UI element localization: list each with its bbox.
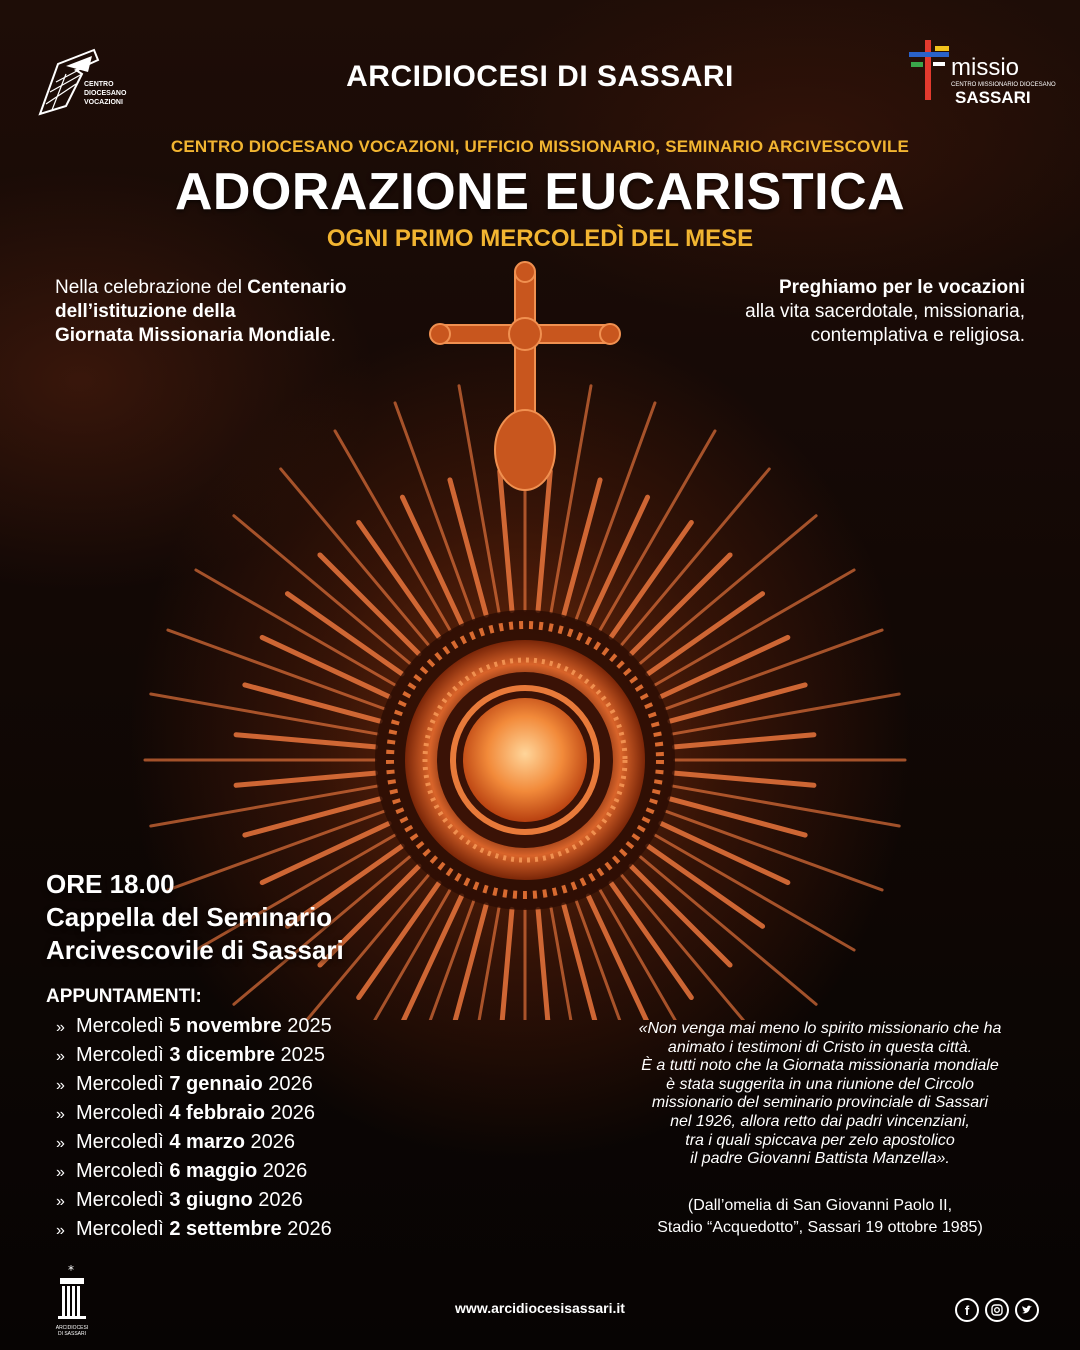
header-title: ARCIDIOCESI DI SASSARI xyxy=(346,60,734,93)
appointments-list xyxy=(56,1012,332,1244)
chevron-icon: » xyxy=(56,1164,65,1181)
intro-right-line-2: alla vita sacerdotale, missionaria, xyxy=(745,301,1025,322)
instagram-icon[interactable] xyxy=(985,1298,1009,1322)
chevron-icon: » xyxy=(56,1077,65,1094)
missio-city: SASSARI xyxy=(955,88,1031,107)
cross-ornament xyxy=(430,262,620,490)
intro-right-bold: Preghiamo per le vocazioni xyxy=(778,277,1025,298)
twitter-icon[interactable] xyxy=(1015,1298,1039,1322)
event-place-line-2: Arcivescovile di Sassari xyxy=(46,935,344,965)
svg-text:*: * xyxy=(68,1264,74,1277)
intro-left-bold-3: Giornata Missionaria Mondiale xyxy=(55,325,331,346)
event-title: ADORAZIONE EUCARISTICA xyxy=(174,163,906,221)
event-place-line-1: Cappella del Seminario xyxy=(46,902,333,932)
chevron-icon: » xyxy=(56,1019,65,1036)
intro-left-prefix: Nella celebrazione del xyxy=(55,277,248,298)
appointment-item: » Mercoledì 5 novembre 2025 xyxy=(56,1012,332,1041)
facebook-icon[interactable]: f xyxy=(955,1298,979,1322)
chevron-icon: » xyxy=(56,1193,65,1210)
appointment-item: » Mercoledì 6 maggio 2026 xyxy=(56,1157,332,1186)
arcidiocesi-logo xyxy=(52,1264,92,1337)
vocazioni-logo-text: CENTRO DIOCESANO VOCAZIONI xyxy=(84,81,127,106)
missio-logo xyxy=(905,38,1056,108)
missio-cross-icon xyxy=(905,38,953,102)
appointment-item: » Mercoledì 3 dicembre 2025 xyxy=(56,1041,332,1070)
missio-subtitle: CENTRO MISSIONARIO DIOCESANO xyxy=(951,82,1056,88)
intro-left-suffix: . xyxy=(330,325,336,346)
appointment-item: » Mercoledì 4 febbraio 2026 xyxy=(56,1099,332,1128)
appointments-heading: APPUNTAMENTI: xyxy=(46,986,202,1007)
chevron-icon: » xyxy=(56,1135,65,1152)
intro-left-bold-1: Centenario xyxy=(247,277,347,298)
chevron-icon: » xyxy=(56,1106,65,1123)
intro-left-bold-2: dell’istituzione della xyxy=(55,301,236,322)
chevron-icon: » xyxy=(56,1048,65,1065)
intro-right-line-3: contemplativa e religiosa. xyxy=(810,325,1025,346)
website-link[interactable]: www.arcidiocesisassari.it xyxy=(455,1300,625,1316)
intro-right xyxy=(625,276,1025,348)
appointment-item: » Mercoledì 3 giugno 2026 xyxy=(56,1186,332,1215)
missio-brand: missio xyxy=(951,54,1020,81)
papal-quote: «Non venga mai meno lo spirito missionario che ha animato i testimoni di Cristo in questa città. È a tutti noto che la Giornata missionaria mondiale è stata suggerita in una riunione del Circolo missionario del seminario provinciale di Sassari nel 1926, allora retto dai padri vincenziani, tra i quali spiccava per zelo apostolico il padre Giovanni Battista Manzella». xyxy=(638,1020,1002,1168)
arcidiocesi-logo-text: ARCIDIOCESI DI SASSARI xyxy=(55,1325,89,1337)
chevron-icon: » xyxy=(56,1222,65,1239)
appointment-item: » Mercoledì 4 marzo 2026 xyxy=(56,1128,332,1157)
organizers: CENTRO DIOCESANO VOCAZIONI, UFFICIO MISSIONARIO, SEMINARIO ARCIVESCOVILE xyxy=(170,137,910,156)
quote-source: (Dall’omelia di San Giovanni Paolo II, Stadio “Acquedotto”, Sassari 19 ottobre 1985) xyxy=(657,1197,983,1236)
appointment-item: » Mercoledì 2 settembre 2026 xyxy=(56,1215,332,1244)
event-time: ORE 18.00 xyxy=(46,869,175,899)
appointment-item: » Mercoledì 7 gennaio 2026 xyxy=(56,1070,332,1099)
intro-left xyxy=(55,276,415,348)
event-details xyxy=(46,868,344,967)
event-frequency: OGNI PRIMO MERCOLEDÌ DEL MESE xyxy=(326,225,754,252)
